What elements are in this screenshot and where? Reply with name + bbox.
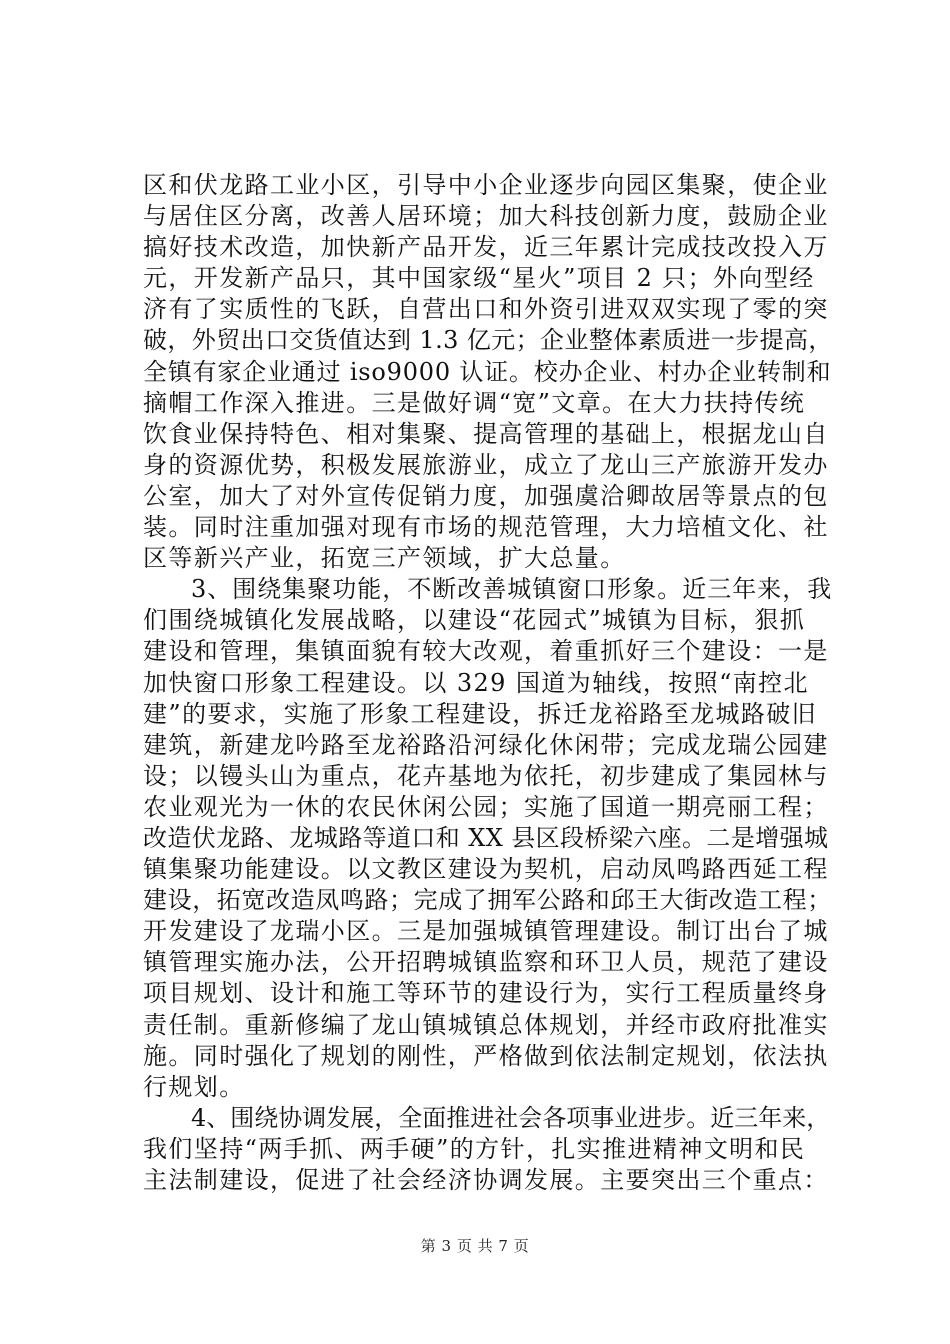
- text-line: 装。同时注重加强对现有市场的规范管理，大力培植文化、社: [143, 513, 829, 542]
- text-line: 摘帽工作深入推进。三是做好调“宽”文章。在大力扶持传统: [143, 388, 806, 417]
- text-line: 们围绕城镇化发展战略，以建设“花园式”城镇为目标，狠抓: [143, 606, 806, 635]
- text-line: 建设和管理，集镇面貌有较大改观，着重抓好三个建设：一是: [143, 637, 829, 666]
- text-line: 加快窗口形象工程建设。以 329 国道为轴线，按照“南控北: [143, 668, 809, 697]
- text-line: 身的资源优势，积极发展旅游业，成立了龙山三产旅游开发办: [143, 450, 829, 479]
- text-line: 开发建设了龙瑞小区。三是加强城镇管理建设。制订出台了城: [143, 917, 829, 946]
- text-line: 公室，加大了对外宣传促销力度，加强虞洽卿故居等景点的包: [143, 481, 829, 510]
- text-line: 改造伏龙路、龙城路等道口和 XX 县区段桥梁六座。二是增强城: [143, 823, 829, 852]
- text-line: 农业观光为一休的农民休闲公园；实施了国道一期亮丽工程；: [143, 792, 829, 821]
- text-line: 建”的要求，实施了形象工程建设，拆迁龙裕路至龙城路破旧: [143, 699, 818, 728]
- text-line: 区等新兴产业，拓宽三产领域，扩大总量。: [143, 544, 626, 573]
- page-number-footer: 第 3 页 共 7 页: [420, 1237, 530, 1255]
- text-line: 济有了实质性的飞跃，自营出口和外资引进双双实现了零的突: [143, 295, 829, 324]
- text-line: 镇集聚功能建设。以文教区建设为契机，启动凤鸣路西延工程: [143, 855, 829, 884]
- text-line: 建筑，新建龙吟路至龙裕路沿河绿化休闲带；完成龙瑞公园建: [143, 730, 829, 759]
- text-line: 项目规划、设计和施工等环节的建设行为，实行工程质量终身: [143, 979, 829, 1008]
- text-line: 搞好技术改造，加快新产品开发，近三年累计完成技改投入万: [143, 233, 829, 262]
- text-line: 与居住区分离，改善人居环境；加大科技创新力度，鼓励企业: [143, 202, 829, 231]
- text-line: 主法制建设，促进了社会经济协调发展。主要突出三个重点：: [143, 1166, 829, 1194]
- text-line: 全镇有家企业通过 iso9000 认证。校办企业、村办企业转制和: [143, 357, 832, 386]
- paragraph-start-line: 4、围绕协调发展，全面推进社会各项事业进步。近三年来，: [191, 1103, 831, 1132]
- text-line: 我们坚持“两手抓、两手硬”的方针，扎实推进精神文明和民: [143, 1134, 806, 1163]
- text-line: 建设，拓宽改造凤鸣路；完成了拥军公路和邱王大街改造工程；: [143, 886, 832, 915]
- text-line: 行规划。: [143, 1072, 245, 1101]
- text-line: 破，外贸出口交货值达到 1.3 亿元；企业整体素质进一步提高，: [143, 326, 833, 355]
- body-text: [143, 170, 833, 1196]
- text-line: 饮食业保持特色、相对集聚、提高管理的基础上，根据龙山自: [143, 419, 829, 448]
- text-line: 区和伏龙路工业小区，引导中小企业逐步向园区集聚，使企业: [143, 171, 829, 199]
- text-line: 责任制。重新修编了龙山镇城镇总体规划，并经市政府批准实: [143, 1010, 829, 1039]
- text-line: 设；以镘头山为重点，花卉基地为依托，初步建成了集园林与: [143, 761, 829, 790]
- text-line: 元，开发新产品只，其中国家级“星火”项目 2 只；外向型经: [143, 264, 815, 293]
- paragraph-start-line: 3、围绕集聚功能，不断改善城镇窗口形象。近三年来，我: [191, 575, 833, 604]
- text-line: 施。同时强化了规划的刚性，严格做到依法制定规划，依法执: [143, 1041, 829, 1070]
- text-line: 镇管理实施办法，公开招聘城镇监察和环卫人员，规范了建设: [143, 948, 829, 977]
